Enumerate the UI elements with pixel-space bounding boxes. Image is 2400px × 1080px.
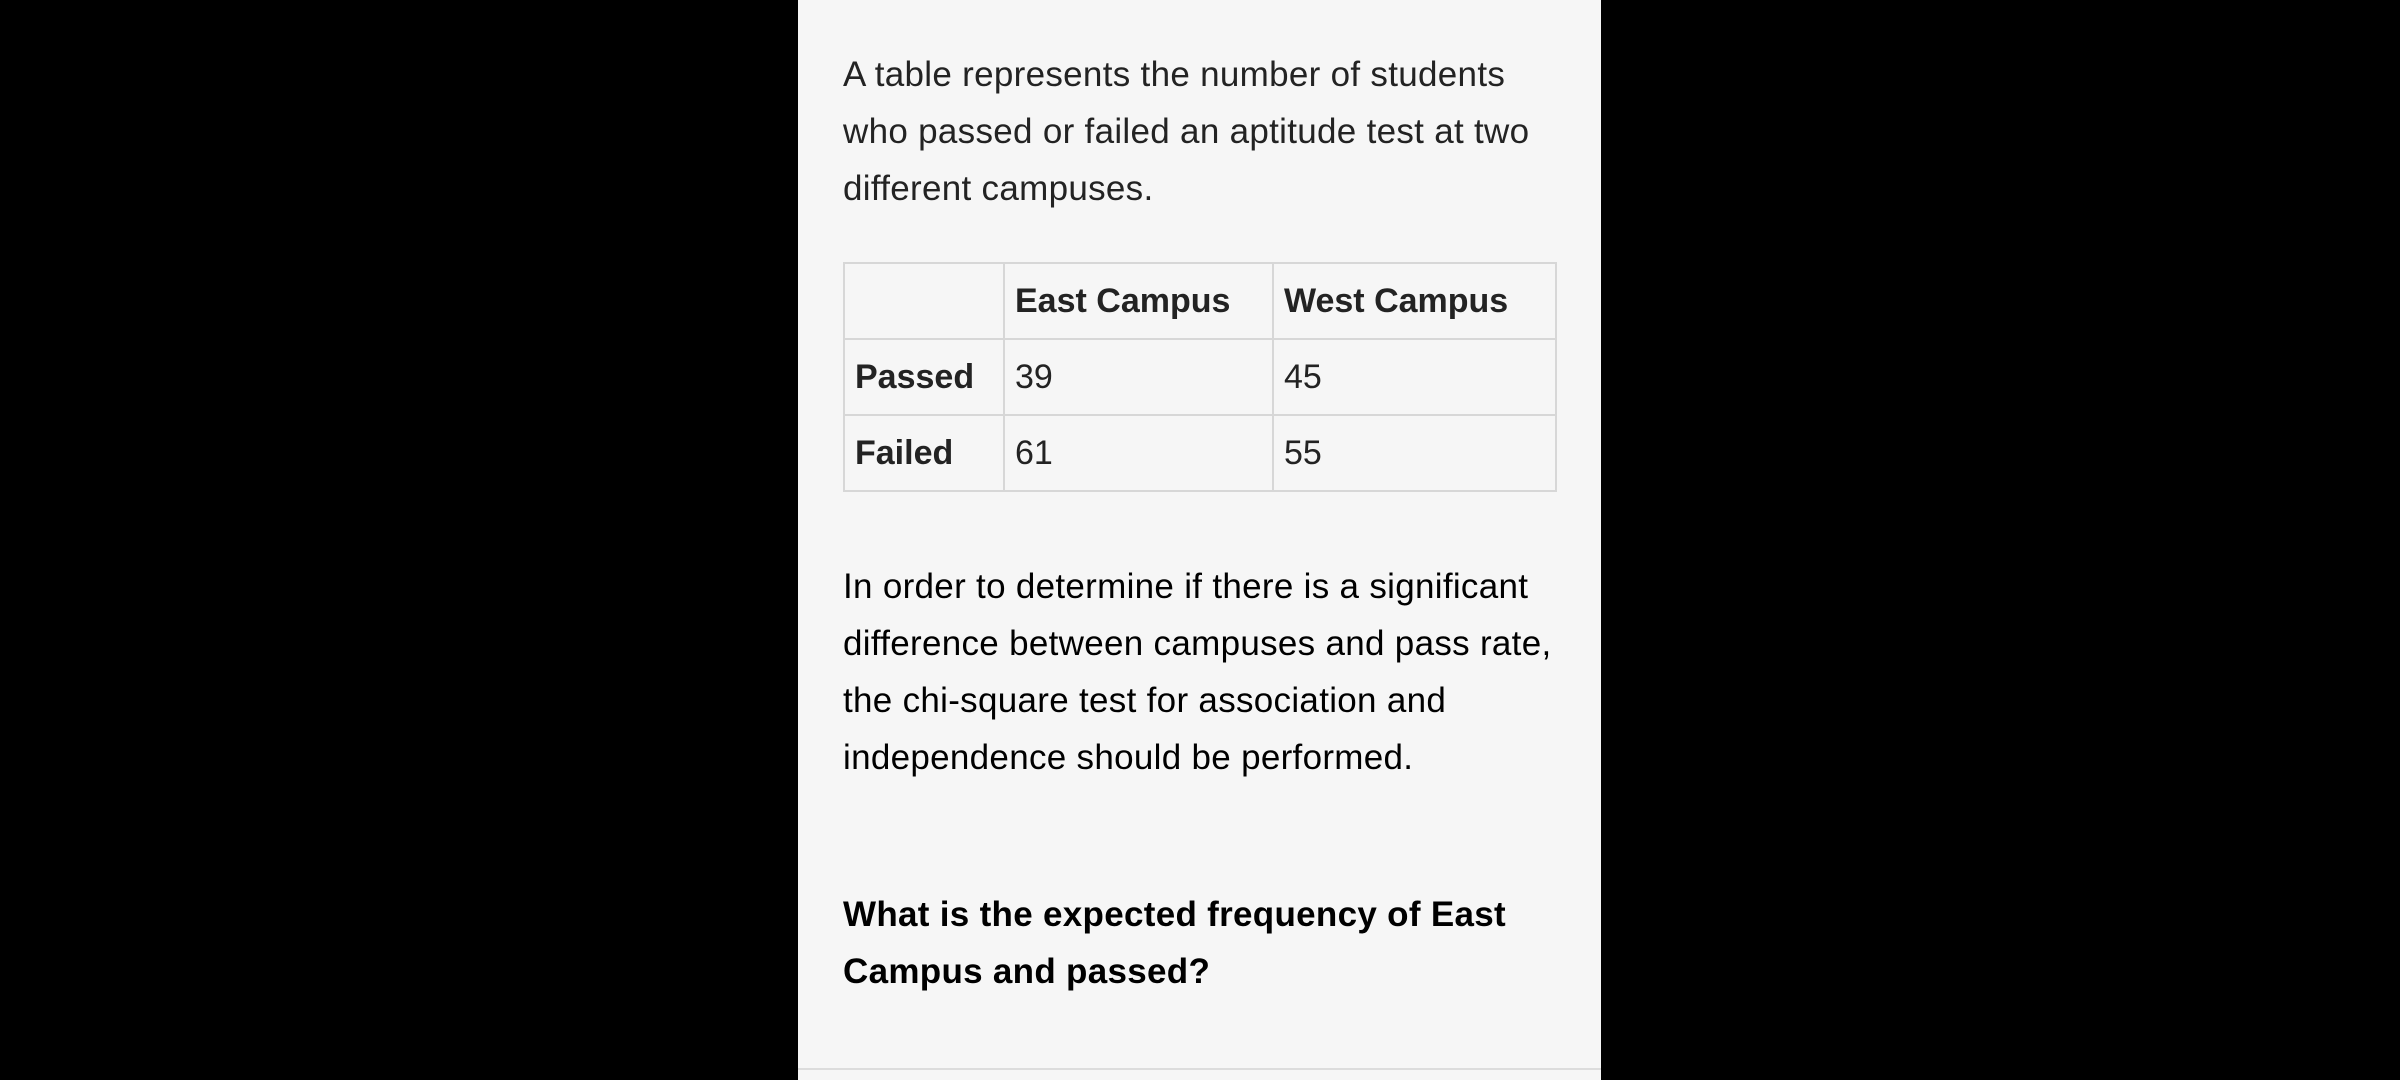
row-label-passed: Passed bbox=[844, 339, 1004, 415]
table-row bbox=[844, 339, 1556, 415]
table-header-east-campus: East Campus bbox=[1004, 263, 1273, 339]
table-header-row bbox=[844, 263, 1556, 339]
intro-block bbox=[843, 46, 1563, 217]
cell-passed-west: 45 bbox=[1273, 339, 1556, 415]
question-panel bbox=[798, 0, 1601, 1080]
table-row bbox=[844, 415, 1556, 491]
instructions-paragraph: In order to determine if there is a significant difference between campuses and pass rate, the chi-square test for association and independence should be performed. bbox=[843, 567, 1552, 777]
cell-failed-east: 61 bbox=[1004, 415, 1273, 491]
intro-paragraph: A table represents the number of students who passed or failed an aptitude test at two different campuses. bbox=[843, 55, 1530, 208]
row-label-failed: Failed bbox=[844, 415, 1004, 491]
bottom-divider bbox=[798, 1068, 1601, 1070]
question-prompt: What is the expected frequency of East Campus and passed? bbox=[843, 895, 1506, 991]
table-header-empty bbox=[844, 263, 1004, 339]
table-header-west-campus: West Campus bbox=[1273, 263, 1556, 339]
campus-results-table bbox=[843, 262, 1557, 492]
cell-failed-west: 55 bbox=[1273, 415, 1556, 491]
cell-passed-east: 39 bbox=[1004, 339, 1273, 415]
